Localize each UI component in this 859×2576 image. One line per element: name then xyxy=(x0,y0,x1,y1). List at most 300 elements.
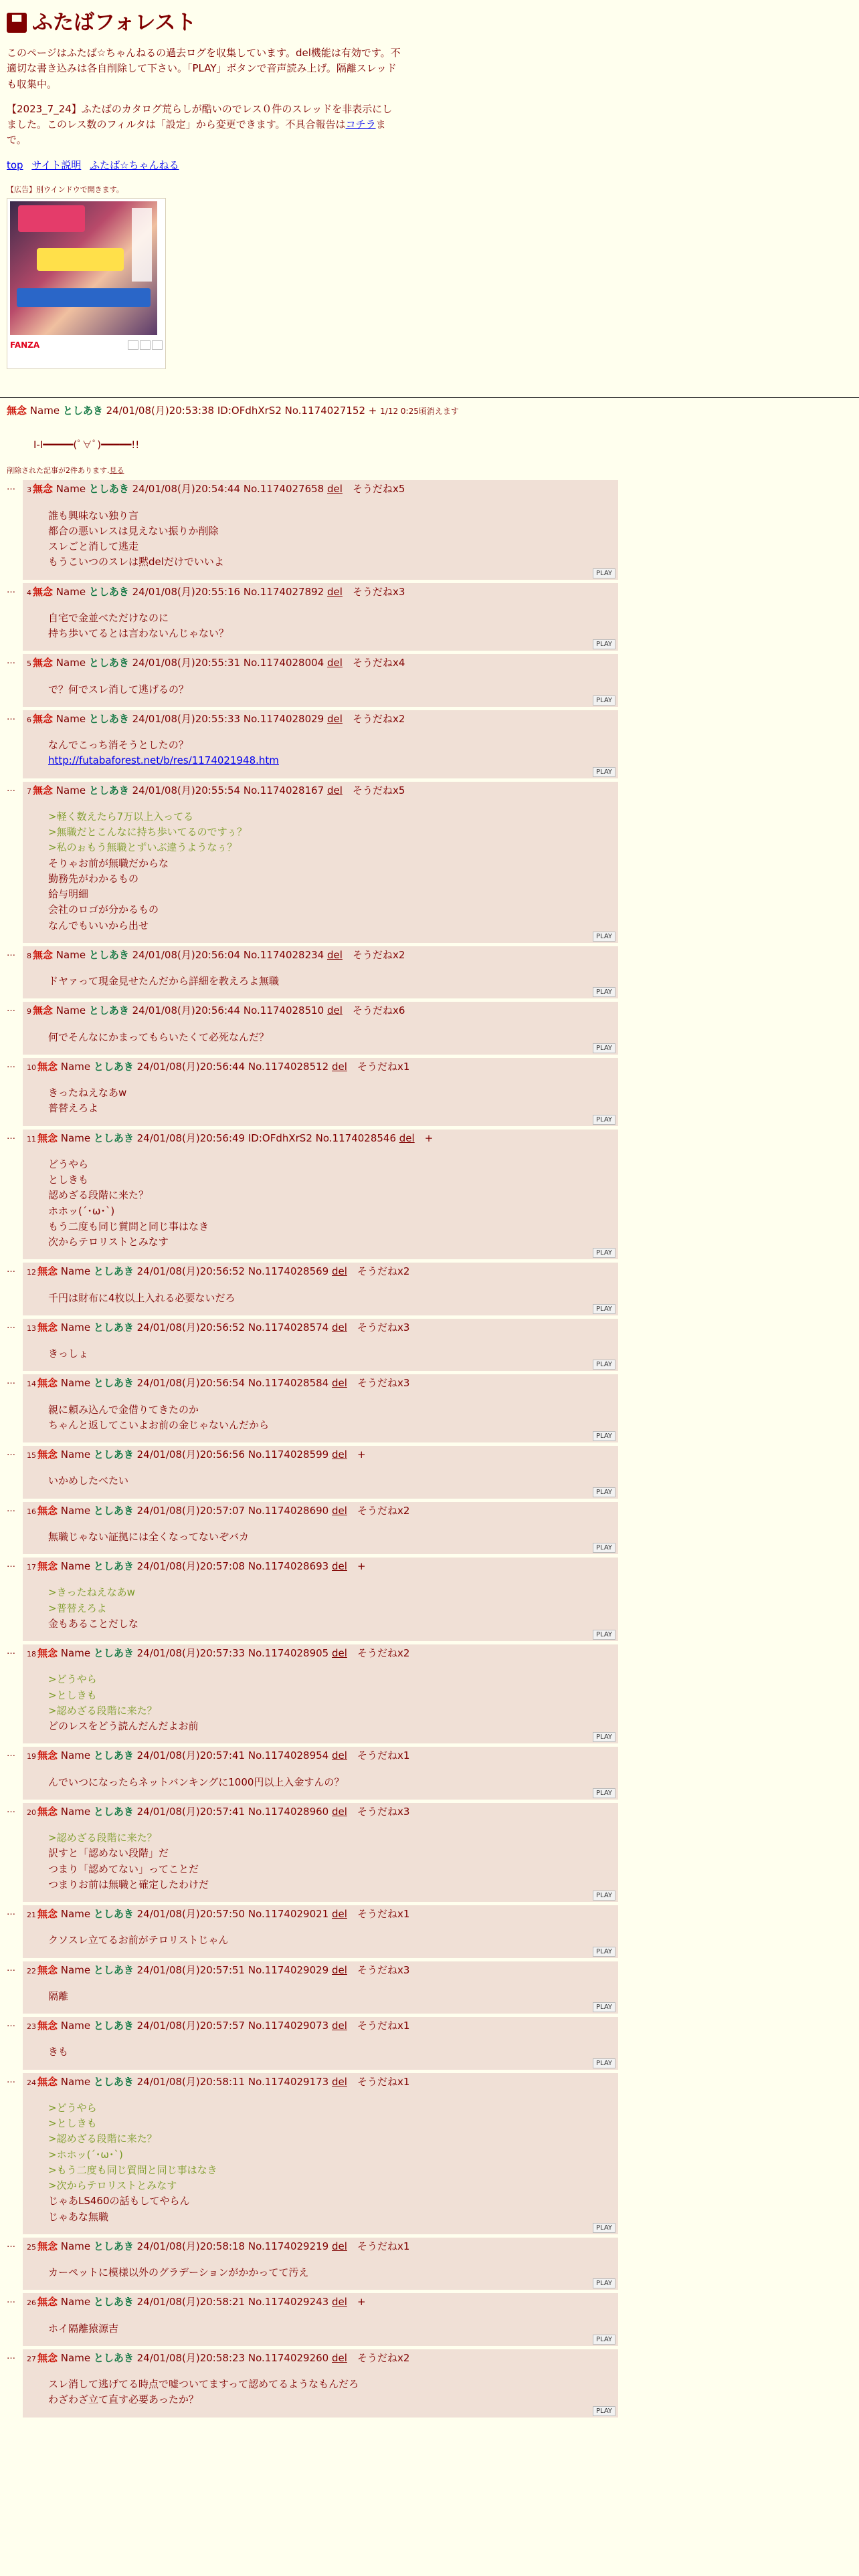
reply-datetime: 24/01/08(月)20:55:31 xyxy=(132,657,241,669)
reply-box xyxy=(23,1130,618,1260)
reply-post xyxy=(7,1374,852,1442)
reply-dots-icon: … xyxy=(7,783,15,794)
reply-index: 16 xyxy=(27,1507,36,1516)
reply-name-label: Name xyxy=(56,712,86,725)
reply-name-label: Name xyxy=(56,948,86,961)
reply-subject: 無念 xyxy=(37,2240,58,2252)
reply-dots-icon: … xyxy=(7,1749,15,1759)
del-button[interactable]: del xyxy=(327,712,343,725)
play-button[interactable]: PLAY xyxy=(593,2058,615,2068)
del-button[interactable]: del xyxy=(332,1805,347,1818)
quote-line: >どうやら xyxy=(48,1673,97,1686)
reply-line: 親に頼み込んで金借りてきたのか xyxy=(48,1403,199,1416)
reply-line: 勤務先がわかるもの xyxy=(48,872,139,885)
reply-number[interactable]: No.1174029243 xyxy=(248,2296,329,2309)
reply-header xyxy=(27,1963,614,1978)
reply-subject: 無念 xyxy=(37,1265,58,1278)
del-button[interactable]: del xyxy=(332,2075,347,2088)
sodane-button[interactable]: そうだねx1 xyxy=(357,1908,410,1921)
sodane-button[interactable]: そうだねx3 xyxy=(357,1377,410,1390)
reply-subject: 無念 xyxy=(37,1321,58,1333)
sodane-button[interactable]: そうだねx3 xyxy=(357,1963,410,1976)
del-button[interactable]: del xyxy=(332,1963,347,1976)
reply-subject: 無念 xyxy=(37,1560,58,1573)
del-button[interactable]: del xyxy=(332,1647,347,1660)
ad-banner[interactable] xyxy=(7,198,166,369)
reply-post xyxy=(7,946,852,999)
reply-datetime: 24/01/08(月)20:56:56 xyxy=(136,1448,246,1461)
reply-number[interactable]: No.1174028690 xyxy=(248,1504,329,1517)
reply-number[interactable]: No.1174028569 xyxy=(248,1265,329,1278)
reply-post xyxy=(7,1747,852,1800)
reply-line: 訳すと「認めない段階」だ xyxy=(48,1847,169,1860)
quote-line: >どうやら xyxy=(48,2101,97,2114)
reply-index: 18 xyxy=(27,1650,36,1659)
reply-name: としあき xyxy=(88,657,129,669)
reply-body xyxy=(48,1529,614,1545)
play-button[interactable]: PLAY xyxy=(593,1304,615,1314)
del-button[interactable]: del xyxy=(327,948,343,961)
reply-header xyxy=(27,481,614,497)
sodane-button[interactable]: そうだねx2 xyxy=(357,2351,410,2364)
reply-line: なんでこっち消そうとしたの？ xyxy=(48,739,189,752)
reply-box xyxy=(23,1263,618,1315)
reply-dots-icon: … xyxy=(7,1059,15,1070)
reply-number[interactable]: No.1174028584 xyxy=(248,1377,329,1390)
reply-body xyxy=(48,1989,614,2004)
reply-header xyxy=(27,2239,614,2254)
play-button[interactable]: PLAY xyxy=(593,1947,615,1957)
reply-name: としあき xyxy=(93,2240,134,2252)
reply-box xyxy=(23,1747,618,1800)
reply-subject: 無念 xyxy=(37,1504,58,1517)
reply-number[interactable]: No.1174028512 xyxy=(248,1060,329,1073)
play-button[interactable]: PLAY xyxy=(593,1630,615,1640)
reply-subject: 無念 xyxy=(37,1749,58,1762)
del-button[interactable]: del xyxy=(332,2351,347,2364)
reply-list xyxy=(7,480,852,2417)
reply-body xyxy=(48,974,614,989)
reply-name-label: Name xyxy=(60,2240,91,2252)
op-name: としあき xyxy=(62,404,103,417)
reply-line: いかめしたべたい xyxy=(48,1475,129,1487)
reply-name-label: Name xyxy=(60,2020,91,2032)
reply-dots-icon: … xyxy=(7,2351,15,2361)
play-button[interactable]: PLAY xyxy=(593,2002,615,2012)
reply-number[interactable]: No.1174029029 xyxy=(248,1963,329,1976)
sodane-button[interactable]: + xyxy=(424,1132,434,1144)
reply-header xyxy=(27,1059,614,1075)
reply-post xyxy=(7,1905,852,1958)
sodane-button[interactable]: そうだねx1 xyxy=(357,2240,410,2252)
reply-number[interactable]: No.1174029219 xyxy=(248,2240,329,2252)
play-button[interactable]: PLAY xyxy=(593,1543,615,1553)
reply-name: としあき xyxy=(88,1004,129,1017)
del-button[interactable]: del xyxy=(332,1265,347,1278)
reply-name: としあき xyxy=(93,1963,134,1976)
reply-subject: 無念 xyxy=(37,2075,58,2088)
reply-name: としあき xyxy=(93,1908,134,1921)
reply-body xyxy=(48,2377,614,2408)
reply-box xyxy=(23,480,618,579)
sodane-button[interactable]: そうだねx1 xyxy=(357,1060,410,1073)
reply-index: 27 xyxy=(27,2354,36,2363)
reply-id: ID:OFdhXrS2 xyxy=(248,1132,312,1144)
reply-box xyxy=(23,1502,618,1555)
site-info-link[interactable]: サイト説明 xyxy=(31,158,82,171)
reply-index: 24 xyxy=(27,2078,36,2087)
reply-post xyxy=(7,583,852,651)
sodane-button[interactable]: そうだねx1 xyxy=(357,1749,410,1762)
reply-body xyxy=(48,1291,614,1306)
reply-number[interactable]: No.1174028029 xyxy=(243,712,324,725)
reply-line: どうやら xyxy=(48,1158,89,1170)
reply-body xyxy=(48,611,614,642)
reply-dots-icon: … xyxy=(7,2295,15,2306)
play-button[interactable]: PLAY xyxy=(593,1115,615,1125)
sodane-button[interactable]: そうだねx2 xyxy=(357,1265,410,1278)
del-button[interactable]: del xyxy=(332,1908,347,1921)
reply-index: 20 xyxy=(27,1808,36,1817)
sodane-button[interactable]: そうだねx1 xyxy=(357,2075,410,2088)
reply-number[interactable]: No.1174028510 xyxy=(243,1004,324,1017)
reply-datetime: 24/01/08(月)20:56:54 xyxy=(136,1377,246,1390)
reply-post xyxy=(7,2293,852,2346)
reply-header xyxy=(27,712,614,727)
reply-dots-icon: … xyxy=(7,1804,15,1815)
reply-body xyxy=(48,1585,614,1632)
reply-dots-icon: … xyxy=(7,712,15,722)
reply-dots-icon: … xyxy=(7,2074,15,2085)
reply-name: としあき xyxy=(93,1321,134,1333)
reply-index: 10 xyxy=(27,1063,36,1072)
reply-index: 7 xyxy=(27,786,31,796)
intro-text: このページはふたば☆ちゃんねるの過去ログを収集しています。del機能は有効です。不適切な書き込みは各自削除して下さい。「PLAY」ボタンで音声読み上げ。隔離スレッドも収集中。 xyxy=(7,47,401,90)
reply-line: つまり「認めてない」ってことだ xyxy=(48,1862,199,1875)
reply-box xyxy=(23,782,618,943)
del-button[interactable]: del xyxy=(327,657,343,669)
quote-line: >としきも xyxy=(48,1689,97,1701)
reply-index: 22 xyxy=(27,1966,36,1975)
reply-datetime: 24/01/08(月)20:57:41 xyxy=(136,1749,246,1762)
play-button[interactable]: PLAY xyxy=(593,568,615,578)
del-button[interactable]: del xyxy=(332,1060,347,1073)
reply-number[interactable]: No.1174028546 xyxy=(315,1132,396,1144)
op-number[interactable]: No.1174027152 xyxy=(284,404,365,417)
ad-image[interactable] xyxy=(10,201,157,335)
sodane-button[interactable]: そうだねx6 xyxy=(352,1004,405,1017)
reply-dots-icon: … xyxy=(7,1131,15,1142)
reply-body xyxy=(48,1775,614,1790)
reply-name: としあき xyxy=(93,2020,134,2032)
reply-datetime: 24/01/08(月)20:57:57 xyxy=(136,2020,246,2032)
reply-number[interactable]: No.1174028693 xyxy=(248,1560,329,1573)
reply-line: 都合の悪いレスは見えない振りか削除 xyxy=(48,524,219,537)
reply-post xyxy=(7,710,852,778)
del-button[interactable]: del xyxy=(332,1377,347,1390)
reply-name: としあき xyxy=(93,2075,134,2088)
reply-datetime: 24/01/08(月)20:58:18 xyxy=(136,2240,246,2252)
del-button[interactable]: del xyxy=(327,784,343,796)
reply-index: 23 xyxy=(27,2022,36,2032)
reply-line: そりゃお前が無職だからな xyxy=(48,857,169,869)
reply-line: カーペットに模様以外のグラデーションがかかってて汚え xyxy=(48,2266,309,2279)
play-button[interactable]: PLAY xyxy=(593,1360,615,1370)
reply-box xyxy=(23,1446,618,1499)
sodane-button[interactable]: + xyxy=(357,1560,366,1573)
reply-box xyxy=(23,654,618,707)
reply-index: 13 xyxy=(27,1323,36,1333)
site-header xyxy=(7,7,852,39)
reply-number[interactable]: No.1174028574 xyxy=(248,1321,329,1333)
reply-box xyxy=(23,1374,618,1442)
reply-subject: 無念 xyxy=(37,1448,58,1461)
reply-index: 12 xyxy=(27,1268,36,1277)
show-deleted-link[interactable]: 見る xyxy=(109,466,124,475)
ad-controls[interactable] xyxy=(128,340,163,350)
del-button[interactable]: del xyxy=(399,1132,415,1144)
reply-datetime: 24/01/08(月)20:56:44 xyxy=(132,1004,241,1017)
reply-number[interactable]: No.1174028960 xyxy=(248,1805,329,1818)
reply-name-label: Name xyxy=(60,1647,91,1660)
reply-subject: 無念 xyxy=(37,1908,58,1921)
notice-tail: まで。 xyxy=(7,118,386,146)
reply-number[interactable]: No.1174028004 xyxy=(243,657,324,669)
sodane-button[interactable]: そうだねx3 xyxy=(357,1805,410,1818)
reply-body xyxy=(48,682,614,697)
reply-box xyxy=(23,1558,618,1641)
reply-name: としあき xyxy=(93,1265,134,1278)
reply-subject: 無念 xyxy=(33,948,54,961)
reply-name: としあき xyxy=(93,1647,134,1660)
sodane-button[interactable]: そうだねx4 xyxy=(352,657,405,669)
reply-subject: 無念 xyxy=(33,784,54,796)
reply-name: としあき xyxy=(88,483,129,496)
reply-subject: 無念 xyxy=(37,1805,58,1818)
reply-line: 金もあることだしな xyxy=(48,1617,139,1630)
reply-number[interactable]: No.1174028905 xyxy=(248,1647,329,1660)
reply-line: スレ消して逃げてる時点で嘘ついてますって認めてるようなもんだろ xyxy=(48,2378,359,2391)
reply-header xyxy=(27,1131,614,1146)
reply-header xyxy=(27,1646,614,1661)
reply-dots-icon: … xyxy=(7,1503,15,1514)
reply-line: 普替えろよ xyxy=(48,1102,99,1115)
reply-subject: 無念 xyxy=(37,1963,58,1976)
quote-line: >認めざる段階に来た？ xyxy=(48,2133,157,2145)
reply-header xyxy=(27,1376,614,1391)
reply-body xyxy=(48,508,614,570)
play-button[interactable]: PLAY xyxy=(593,2223,615,2233)
reply-number[interactable]: No.1174029073 xyxy=(248,2020,329,2032)
reply-line: なんでもいいから出せ xyxy=(48,919,149,932)
report-link[interactable]: コチラ xyxy=(345,118,376,131)
reply-line: きっしょ xyxy=(48,1348,89,1360)
reply-dots-icon: … xyxy=(7,1004,15,1014)
reply-number[interactable]: No.1174029260 xyxy=(248,2351,329,2364)
reply-header xyxy=(27,1320,614,1335)
reply-line: スレごと消して逃走 xyxy=(48,540,139,553)
del-button[interactable]: del xyxy=(327,585,343,598)
reply-line: 千円は財布に4枚以上入れる必要ないだろ xyxy=(48,1291,235,1304)
sodane-button[interactable]: そうだねx2 xyxy=(357,1504,410,1517)
reply-name-label: Name xyxy=(60,1805,91,1818)
reply-line: 自宅で金並べただけなのに xyxy=(48,611,169,624)
sodane-button[interactable]: そうだねx3 xyxy=(352,585,405,598)
sodane-button[interactable]: そうだねx3 xyxy=(357,1321,410,1333)
reply-line: じゃあLS460の話もしてやらん xyxy=(48,2195,190,2208)
reply-header xyxy=(27,1804,614,1820)
del-button[interactable]: del xyxy=(327,1004,343,1017)
reply-subject: 無念 xyxy=(37,1132,58,1144)
reply-post xyxy=(7,1803,852,1902)
op-expire: 1/12 0:25頃消えます xyxy=(380,406,459,416)
reply-index: 14 xyxy=(27,1380,36,1389)
reply-name-label: Name xyxy=(60,1908,91,1921)
reply-post xyxy=(7,1319,852,1372)
reply-name: としあき xyxy=(93,1060,134,1073)
reply-subject: 無念 xyxy=(33,585,54,598)
play-button[interactable]: PLAY xyxy=(593,695,615,706)
reply-dots-icon: … xyxy=(7,656,15,667)
play-button[interactable]: PLAY xyxy=(593,987,615,997)
play-button[interactable]: PLAY xyxy=(593,1248,615,1258)
reply-post xyxy=(7,1644,852,1743)
reply-header xyxy=(27,655,614,671)
del-button[interactable]: del xyxy=(327,483,343,496)
del-button[interactable]: del xyxy=(332,1448,347,1461)
sodane-button[interactable]: そうだねx5 xyxy=(352,784,405,796)
reply-index: 19 xyxy=(27,1752,36,1761)
reply-line: 会社のロゴが分かるもの xyxy=(48,903,159,916)
play-button[interactable]: PLAY xyxy=(593,1732,615,1742)
reply-line: きったねえなあw xyxy=(48,1087,127,1099)
del-button[interactable]: del xyxy=(332,1504,347,1517)
reply-name: としあき xyxy=(93,1132,134,1144)
sodane-button[interactable]: そうだねx2 xyxy=(352,712,405,725)
reply-datetime: 24/01/08(月)20:55:54 xyxy=(132,784,241,796)
reply-line: 無職じゃない証拠には全くなってないぞバカ xyxy=(48,1530,250,1543)
sodane-button[interactable]: そうだねx1 xyxy=(357,2020,410,2032)
reply-name: としあき xyxy=(93,1504,134,1517)
reply-box xyxy=(23,2073,618,2234)
reply-box xyxy=(23,583,618,651)
reply-name-label: Name xyxy=(60,1265,91,1278)
reply-number[interactable]: No.1174029021 xyxy=(248,1908,329,1921)
play-button[interactable]: PLAY xyxy=(593,2335,615,2345)
play-button[interactable]: PLAY xyxy=(593,932,615,942)
reply-post xyxy=(7,2073,852,2234)
reply-line: ホホッ(´･ω･`) xyxy=(48,1204,115,1217)
reply-header xyxy=(27,1559,614,1574)
reply-box xyxy=(23,1803,618,1902)
sodane-button[interactable]: そうだねx2 xyxy=(357,1647,410,1660)
play-button[interactable]: PLAY xyxy=(593,1487,615,1497)
reply-line: 何でそんなにかまってもらいたくて必死なんだ？ xyxy=(48,1031,270,1043)
reply-name: としあき xyxy=(93,1560,134,1573)
reply-name-label: Name xyxy=(60,1060,91,1073)
play-button[interactable]: PLAY xyxy=(593,2278,615,2288)
reply-name: としあき xyxy=(93,2351,134,2364)
reply-box xyxy=(23,2349,618,2418)
reply-number[interactable]: No.1174028954 xyxy=(248,1749,329,1762)
del-button[interactable]: del xyxy=(332,1321,347,1333)
reply-dots-icon: … xyxy=(7,1448,15,1459)
quote-line: >軽く数えたら7万以上入ってる xyxy=(48,810,194,823)
reply-body xyxy=(48,1030,614,1045)
del-button[interactable]: del xyxy=(332,2240,347,2252)
sodane-button[interactable]: そうだねx5 xyxy=(352,483,405,496)
reply-link[interactable]: http://futabaforest.net/b/res/1174021948.htm xyxy=(48,754,279,767)
play-button[interactable]: PLAY xyxy=(593,639,615,649)
reply-number[interactable]: No.1174028167 xyxy=(243,784,324,796)
reply-datetime: 24/01/08(月)20:57:33 xyxy=(136,1647,246,1660)
reply-name-label: Name xyxy=(56,1004,86,1017)
reply-number[interactable]: No.1174028234 xyxy=(243,948,324,961)
reply-box xyxy=(23,1905,618,1958)
reply-header xyxy=(27,783,614,798)
reply-body xyxy=(48,2321,614,2337)
reply-index: 9 xyxy=(27,1007,31,1016)
reply-index: 3 xyxy=(27,486,31,495)
reply-index: 21 xyxy=(27,1911,36,1920)
reply-box xyxy=(23,2293,618,2346)
reply-subject: 無念 xyxy=(37,1377,58,1390)
sodane-button[interactable]: + xyxy=(357,1448,366,1461)
sodane-button[interactable]: + xyxy=(357,2296,366,2309)
sodane-button[interactable]: そうだねx2 xyxy=(352,948,405,961)
reply-dots-icon: … xyxy=(7,482,15,493)
reply-post xyxy=(7,1961,852,2014)
reply-subject: 無念 xyxy=(33,1004,54,1017)
reply-subject: 無念 xyxy=(37,2351,58,2364)
divider xyxy=(0,397,859,398)
deleted-note xyxy=(7,465,852,476)
del-button[interactable]: del xyxy=(332,2020,347,2032)
op-sodane-button[interactable]: + xyxy=(368,404,377,417)
reply-number[interactable]: No.1174027892 xyxy=(243,585,324,598)
reply-line: 誰も興味ない独り言 xyxy=(48,509,139,522)
del-button[interactable]: del xyxy=(332,1749,347,1762)
reply-name: としあき xyxy=(93,1448,134,1461)
play-button[interactable]: PLAY xyxy=(593,2406,615,2416)
reply-name-label: Name xyxy=(56,483,86,496)
play-button[interactable]: PLAY xyxy=(593,767,615,777)
reply-header xyxy=(27,584,614,600)
reply-index: 11 xyxy=(27,1134,36,1144)
play-button[interactable]: PLAY xyxy=(593,1891,615,1901)
top-link[interactable]: top xyxy=(7,158,23,171)
reply-number[interactable]: No.1174027658 xyxy=(243,483,324,496)
reply-name: としあき xyxy=(93,1805,134,1818)
reply-dots-icon: … xyxy=(7,2239,15,2250)
play-button[interactable]: PLAY xyxy=(593,1431,615,1441)
del-button[interactable]: del xyxy=(332,2296,347,2309)
reply-number[interactable]: No.1174028599 xyxy=(248,1448,329,1461)
deleted-note-text: 削除された記事が2件あります. xyxy=(7,466,110,475)
reply-datetime: 24/01/08(月)20:57:41 xyxy=(136,1805,246,1818)
play-button[interactable]: PLAY xyxy=(593,1043,615,1053)
futaba-link[interactable]: ふたば☆ちゃんねる xyxy=(90,158,179,171)
reply-number[interactable]: No.1174029173 xyxy=(248,2075,329,2088)
reply-name: としあき xyxy=(88,712,129,725)
reply-header xyxy=(27,2074,614,2090)
reply-header xyxy=(27,2294,614,2310)
quote-line: >きったねえなあw xyxy=(48,1586,135,1599)
del-button[interactable]: del xyxy=(332,1560,347,1573)
play-button[interactable]: PLAY xyxy=(593,1788,615,1798)
reply-header xyxy=(27,2351,614,2366)
reply-post xyxy=(7,480,852,579)
